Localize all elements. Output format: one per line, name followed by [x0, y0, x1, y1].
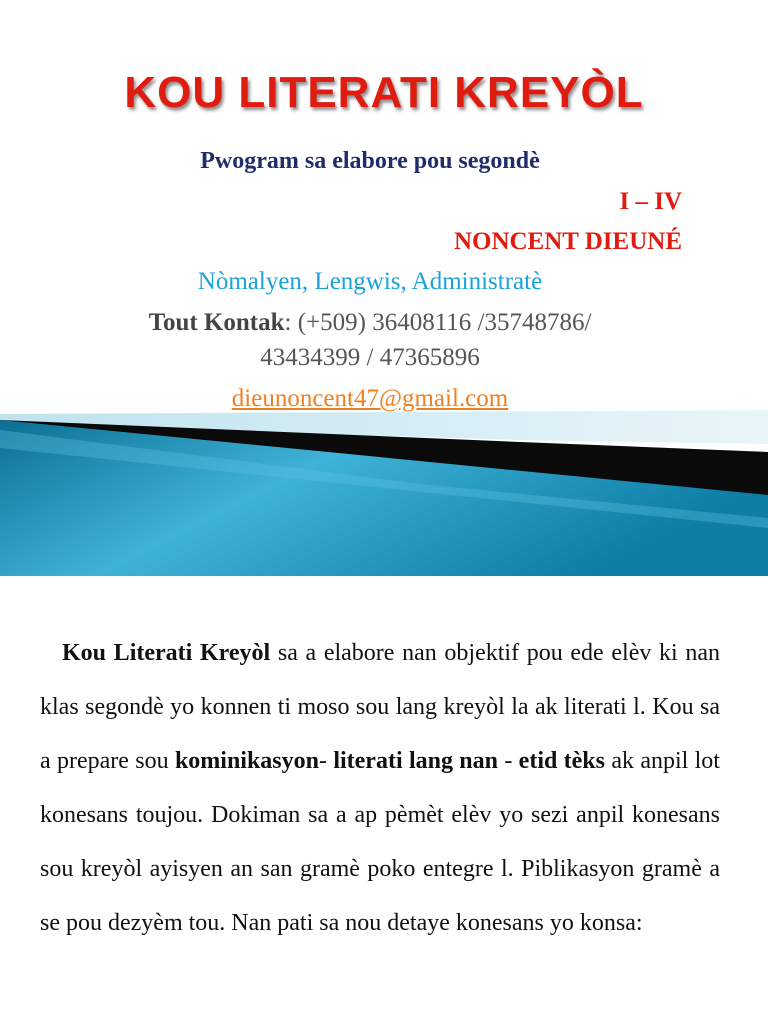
slide-title: KOU LITERATI KREYÒL: [124, 68, 644, 117]
body-bold-course: Kou Literati Kreyòl: [62, 640, 271, 666]
body-text-1: sa a elabore nan objektif pou ede elèv ki nan klas segondè yo konnen ti moso sou lang kreyòl la ak literati l. Kou sa a prepare sou: [40, 640, 720, 774]
author-roles: Nòmalyen, Lengwis, Administratè: [197, 268, 543, 295]
body-text-2: -: [319, 748, 334, 774]
contact-phones-1: : (+509) 36408116 /35748786/: [284, 309, 592, 336]
body-text-3: -: [498, 748, 519, 774]
contact-line-1: [0, 309, 740, 337]
contact-label: Tout Kontak: [148, 309, 285, 336]
slide-subtitle: Pwogram sa elabore pou segondè: [200, 148, 540, 174]
level-range: I – IV: [619, 188, 682, 215]
body-bold-text-study: etid tèks: [518, 748, 605, 774]
body-text-4: ak anpil lot konesans toujou. Dokiman sa a ap pèmèt elèv yo sezi anpil konesans sou kreyòl ayisyen an san gramè poko entegre l. Piblikasyon gramè a se pou dezyèm tou. Nan pati sa nou detaye konesans yo konsa:: [40, 748, 720, 936]
body-paragraph: [40, 626, 720, 950]
email-link[interactable]: dieunoncent47@gmail.com: [231, 385, 509, 412]
body-bold-literature: literati lang nan: [333, 748, 498, 774]
decorative-wave-banner: [0, 400, 768, 576]
contact-phones-2: 43434399 / 47365896: [260, 344, 480, 371]
body-bold-communication: kominikasyon: [174, 748, 319, 774]
author-name: NONCENT DIEUNÉ: [453, 228, 682, 255]
